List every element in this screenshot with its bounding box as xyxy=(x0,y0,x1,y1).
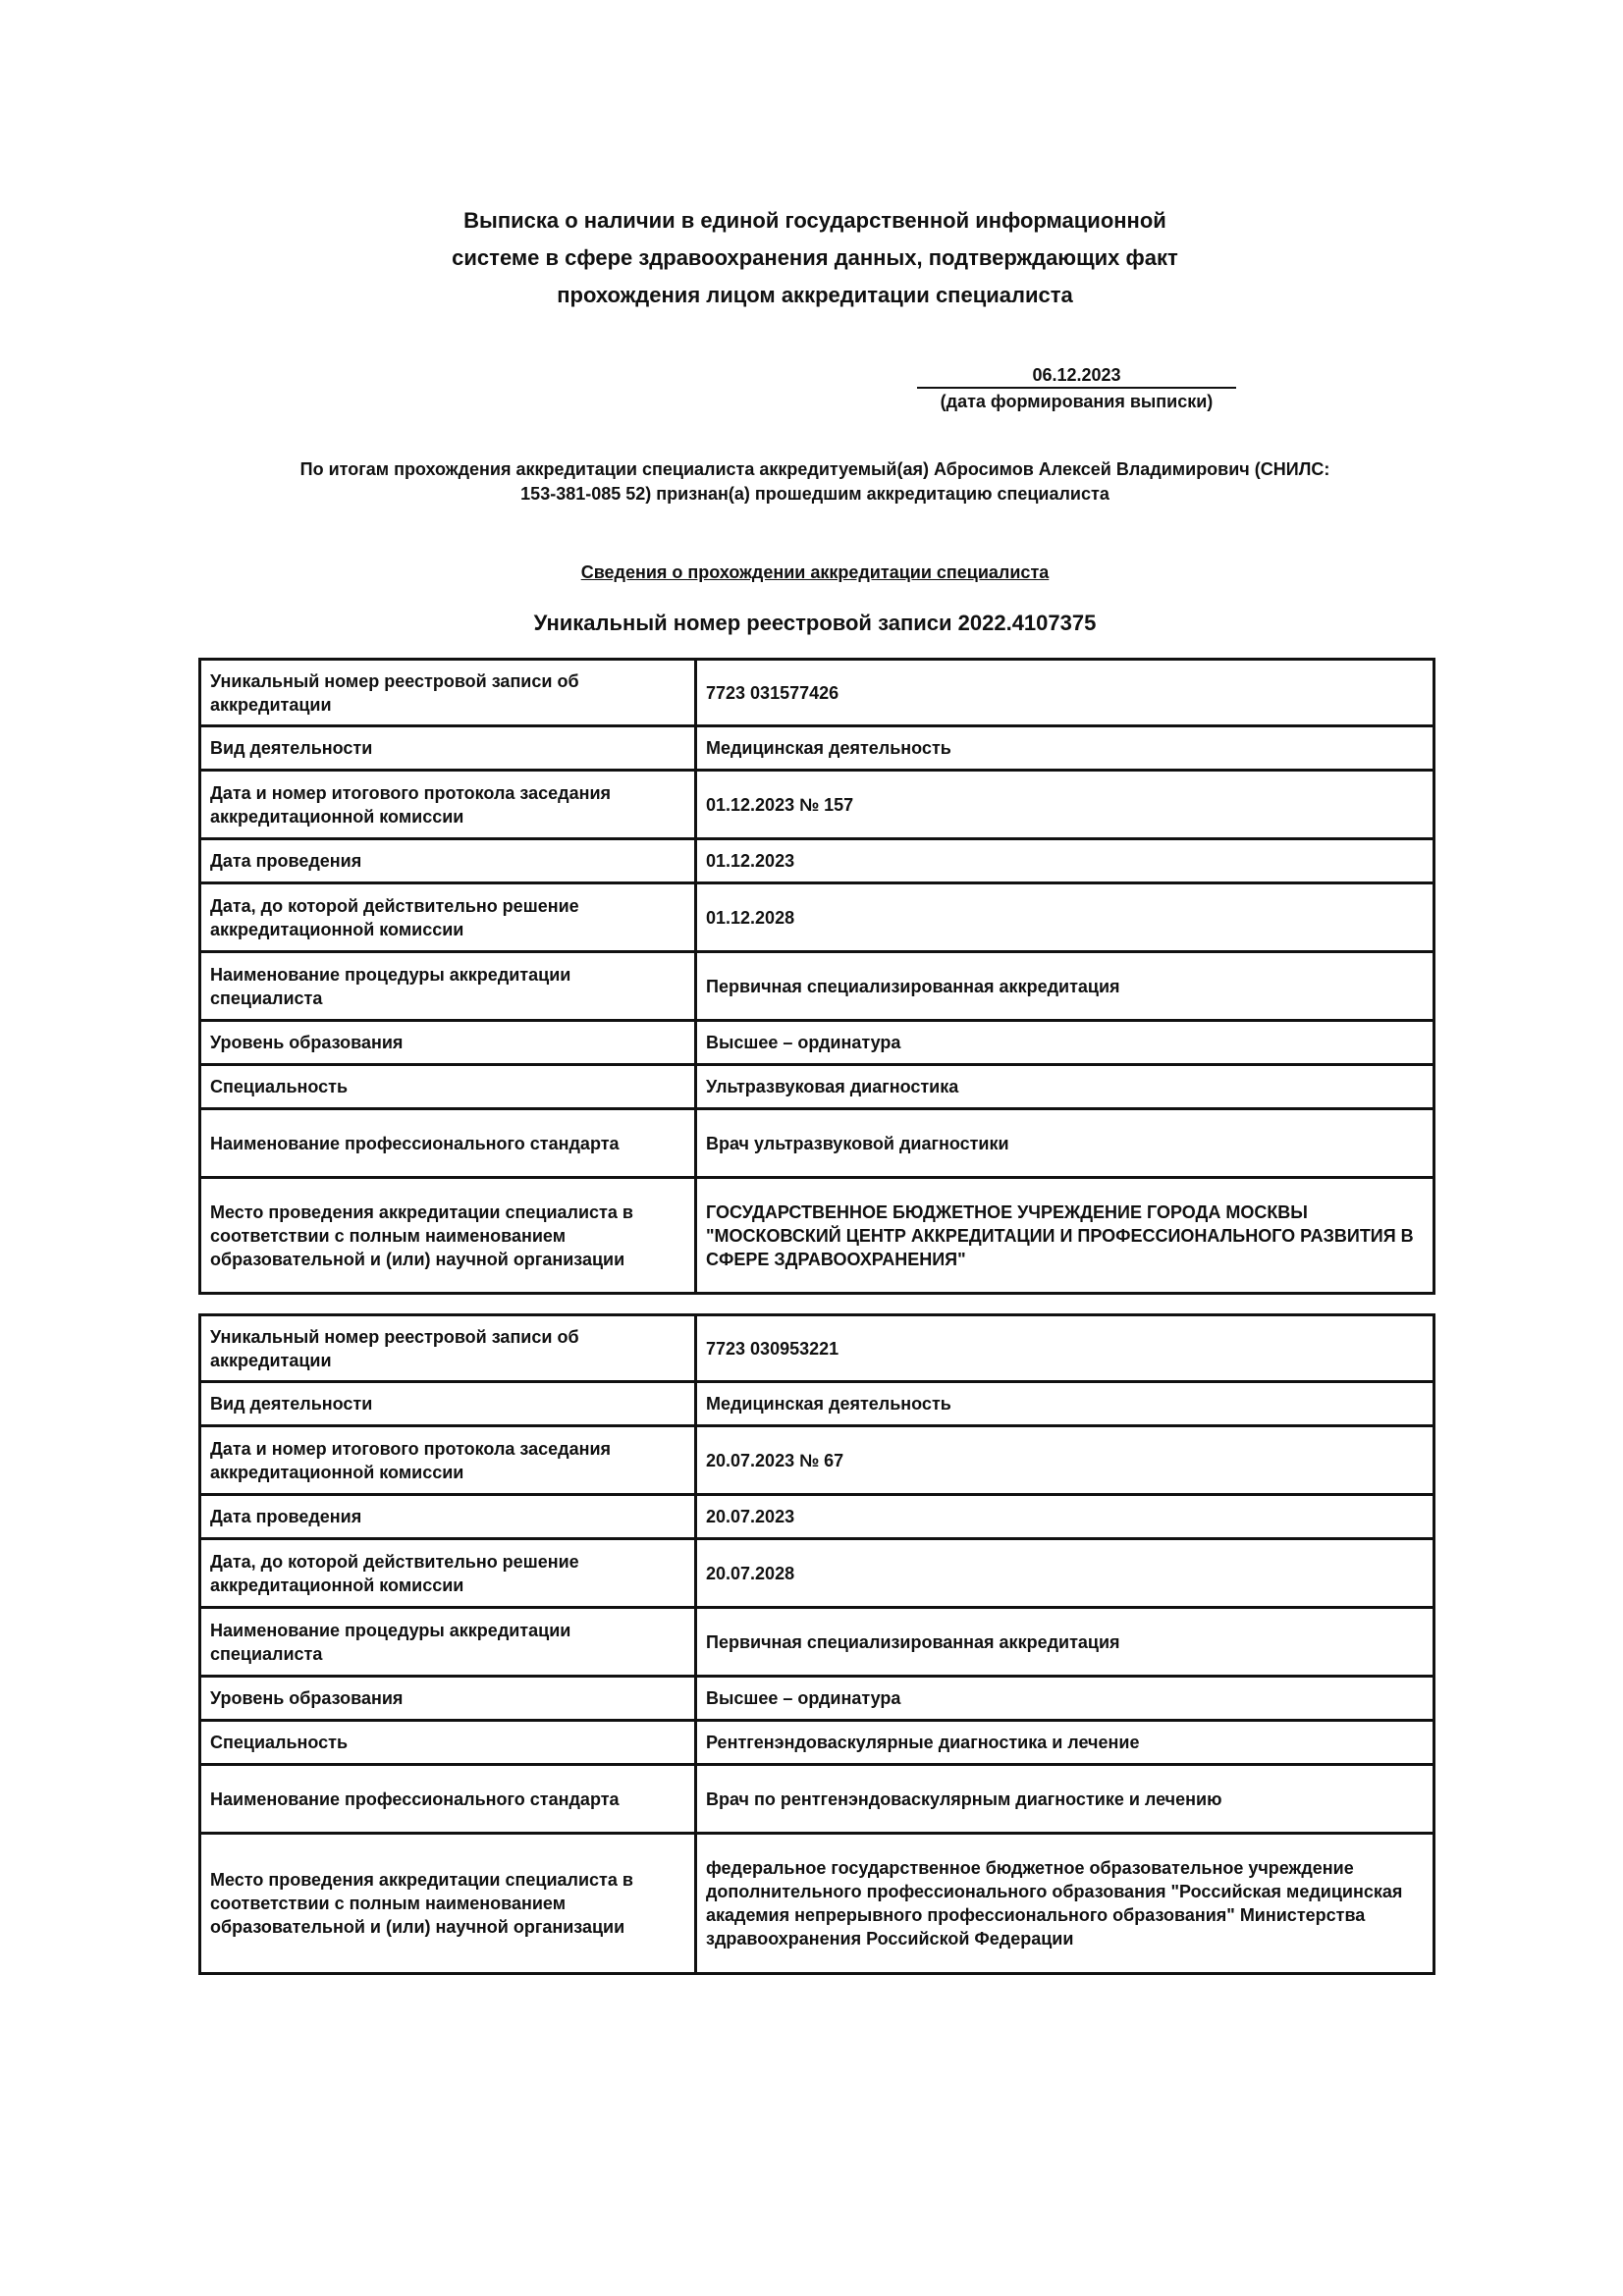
label-cell: Место проведения аккредитации специалиста в соответствии с полным наименованием образовательной и (или) научной организации xyxy=(200,1834,696,1974)
row-place xyxy=(200,1178,1434,1294)
row-activity xyxy=(200,726,1434,771)
value-cell: 01.12.2023 xyxy=(696,839,1434,883)
label-cell: Уровень образования xyxy=(200,1677,696,1721)
value-cell: Рентгенэндоваскулярные диагностика и лечение xyxy=(696,1721,1434,1765)
intro-line: 153-381-085 52) признан(а) прошедшим аккредитацию специалиста xyxy=(520,484,1109,504)
row-protocol xyxy=(200,1426,1434,1495)
intro-statement xyxy=(177,457,1453,507)
label-cell: Дата и номер итогового протокола заседания аккредитационной комиссии xyxy=(200,1426,696,1495)
row-registry-no xyxy=(200,660,1434,726)
value-cell: Первичная специализированная аккредитация xyxy=(696,952,1434,1021)
row-procedure xyxy=(200,1608,1434,1677)
value-cell: 20.07.2028 xyxy=(696,1539,1434,1608)
label-cell: Наименование профессионального стандарта xyxy=(200,1765,696,1834)
section-heading: Сведения о прохождении аккредитации специалиста xyxy=(580,562,1050,582)
label-cell: Специальность xyxy=(200,1721,696,1765)
value-cell: ГОСУДАРСТВЕННОЕ БЮДЖЕТНОЕ УЧРЕЖДЕНИЕ ГОРОДА МОСКВЫ "МОСКОВСКИЙ ЦЕНТР АККРЕДИТАЦИИ И ПРОФЕССИОНАЛЬНОГО РАЗВИТИЯ В СФЕРЕ ЗДРАВООХРАНЕНИЯ" xyxy=(696,1178,1434,1294)
row-date-held xyxy=(200,839,1434,883)
accreditation-record-table xyxy=(198,1313,1435,1975)
label-cell: Место проведения аккредитации специалиста в соответствии с полным наименованием образовательной и (или) научной организации xyxy=(200,1178,696,1294)
issue-date-block xyxy=(917,364,1236,414)
value-cell: Ультразвуковая диагностика xyxy=(696,1065,1434,1109)
label-cell: Дата и номер итогового протокола заседания аккредитационной комиссии xyxy=(200,771,696,839)
label-cell: Дата, до которой действительно решение аккредитационной комиссии xyxy=(200,1539,696,1608)
document-title xyxy=(295,202,1335,314)
accreditation-record-table xyxy=(198,658,1435,1295)
issue-date-caption: (дата формирования выписки) xyxy=(940,392,1214,411)
value-cell: Высшее – ординатура xyxy=(696,1021,1434,1065)
row-standard xyxy=(200,1765,1434,1834)
title-line: Выписка о наличии в единой государственной информационной xyxy=(463,208,1166,233)
value-cell: Врач по рентгенэндоваскулярным диагностике и лечению xyxy=(696,1765,1434,1834)
label-cell: Вид деятельности xyxy=(200,1382,696,1426)
label-cell: Дата проведения xyxy=(200,1495,696,1539)
row-procedure xyxy=(200,952,1434,1021)
value-cell: 20.07.2023 xyxy=(696,1495,1434,1539)
label-cell: Специальность xyxy=(200,1065,696,1109)
label-cell: Уникальный номер реестровой записи об аккредитации xyxy=(200,660,696,726)
label-cell: Дата, до которой действительно решение аккредитационной комиссии xyxy=(200,883,696,952)
value-cell: Врач ультразвуковой диагностики xyxy=(696,1109,1434,1178)
value-cell: Медицинская деятельность xyxy=(696,726,1434,771)
value-cell: Высшее – ординатура xyxy=(696,1677,1434,1721)
row-standard xyxy=(200,1109,1434,1178)
label-cell: Вид деятельности xyxy=(200,726,696,771)
label-cell: Уровень образования xyxy=(200,1021,696,1065)
row-date-held xyxy=(200,1495,1434,1539)
title-line: прохождения лицом аккредитации специалиста xyxy=(557,283,1073,307)
row-specialty xyxy=(200,1721,1434,1765)
value-cell: 01.12.2028 xyxy=(696,883,1434,952)
row-education xyxy=(200,1677,1434,1721)
label-cell: Наименование процедуры аккредитации специалиста xyxy=(200,952,696,1021)
label-cell: Уникальный номер реестровой записи об аккредитации xyxy=(200,1315,696,1382)
value-cell: федеральное государственное бюджетное образовательное учреждение дополнительного профессионального образования "Российская медицинская академия непрерывного профессионального образования" Министерства здравоохранения Российской Федерации xyxy=(696,1834,1434,1974)
value-cell: 20.07.2023 № 67 xyxy=(696,1426,1434,1495)
row-education xyxy=(200,1021,1434,1065)
label-cell: Дата проведения xyxy=(200,839,696,883)
value-cell: Первичная специализированная аккредитация xyxy=(696,1608,1434,1677)
row-specialty xyxy=(200,1065,1434,1109)
value-cell: Медицинская деятельность xyxy=(696,1382,1434,1426)
value-cell: 7723 031577426 xyxy=(696,660,1434,726)
title-line: системе в сфере здравоохранения данных, подтверждающих факт xyxy=(452,245,1178,270)
value-cell: 01.12.2023 № 157 xyxy=(696,771,1434,839)
row-activity xyxy=(200,1382,1434,1426)
issue-date: 06.12.2023 xyxy=(917,364,1236,389)
intro-line: По итогам прохождения аккредитации специалиста аккредитуемый(ая) Абросимов Алексей Владимирович (СНИЛС: xyxy=(299,459,1330,479)
row-registry-no xyxy=(200,1315,1434,1382)
label-cell: Наименование профессионального стандарта xyxy=(200,1109,696,1178)
registry-number-heading: Уникальный номер реестровой записи 2022.4107375 xyxy=(533,611,1097,635)
row-place xyxy=(200,1834,1434,1974)
row-valid-until xyxy=(200,1539,1434,1608)
label-cell: Наименование процедуры аккредитации специалиста xyxy=(200,1608,696,1677)
row-valid-until xyxy=(200,883,1434,952)
value-cell: 7723 030953221 xyxy=(696,1315,1434,1382)
row-protocol xyxy=(200,771,1434,839)
